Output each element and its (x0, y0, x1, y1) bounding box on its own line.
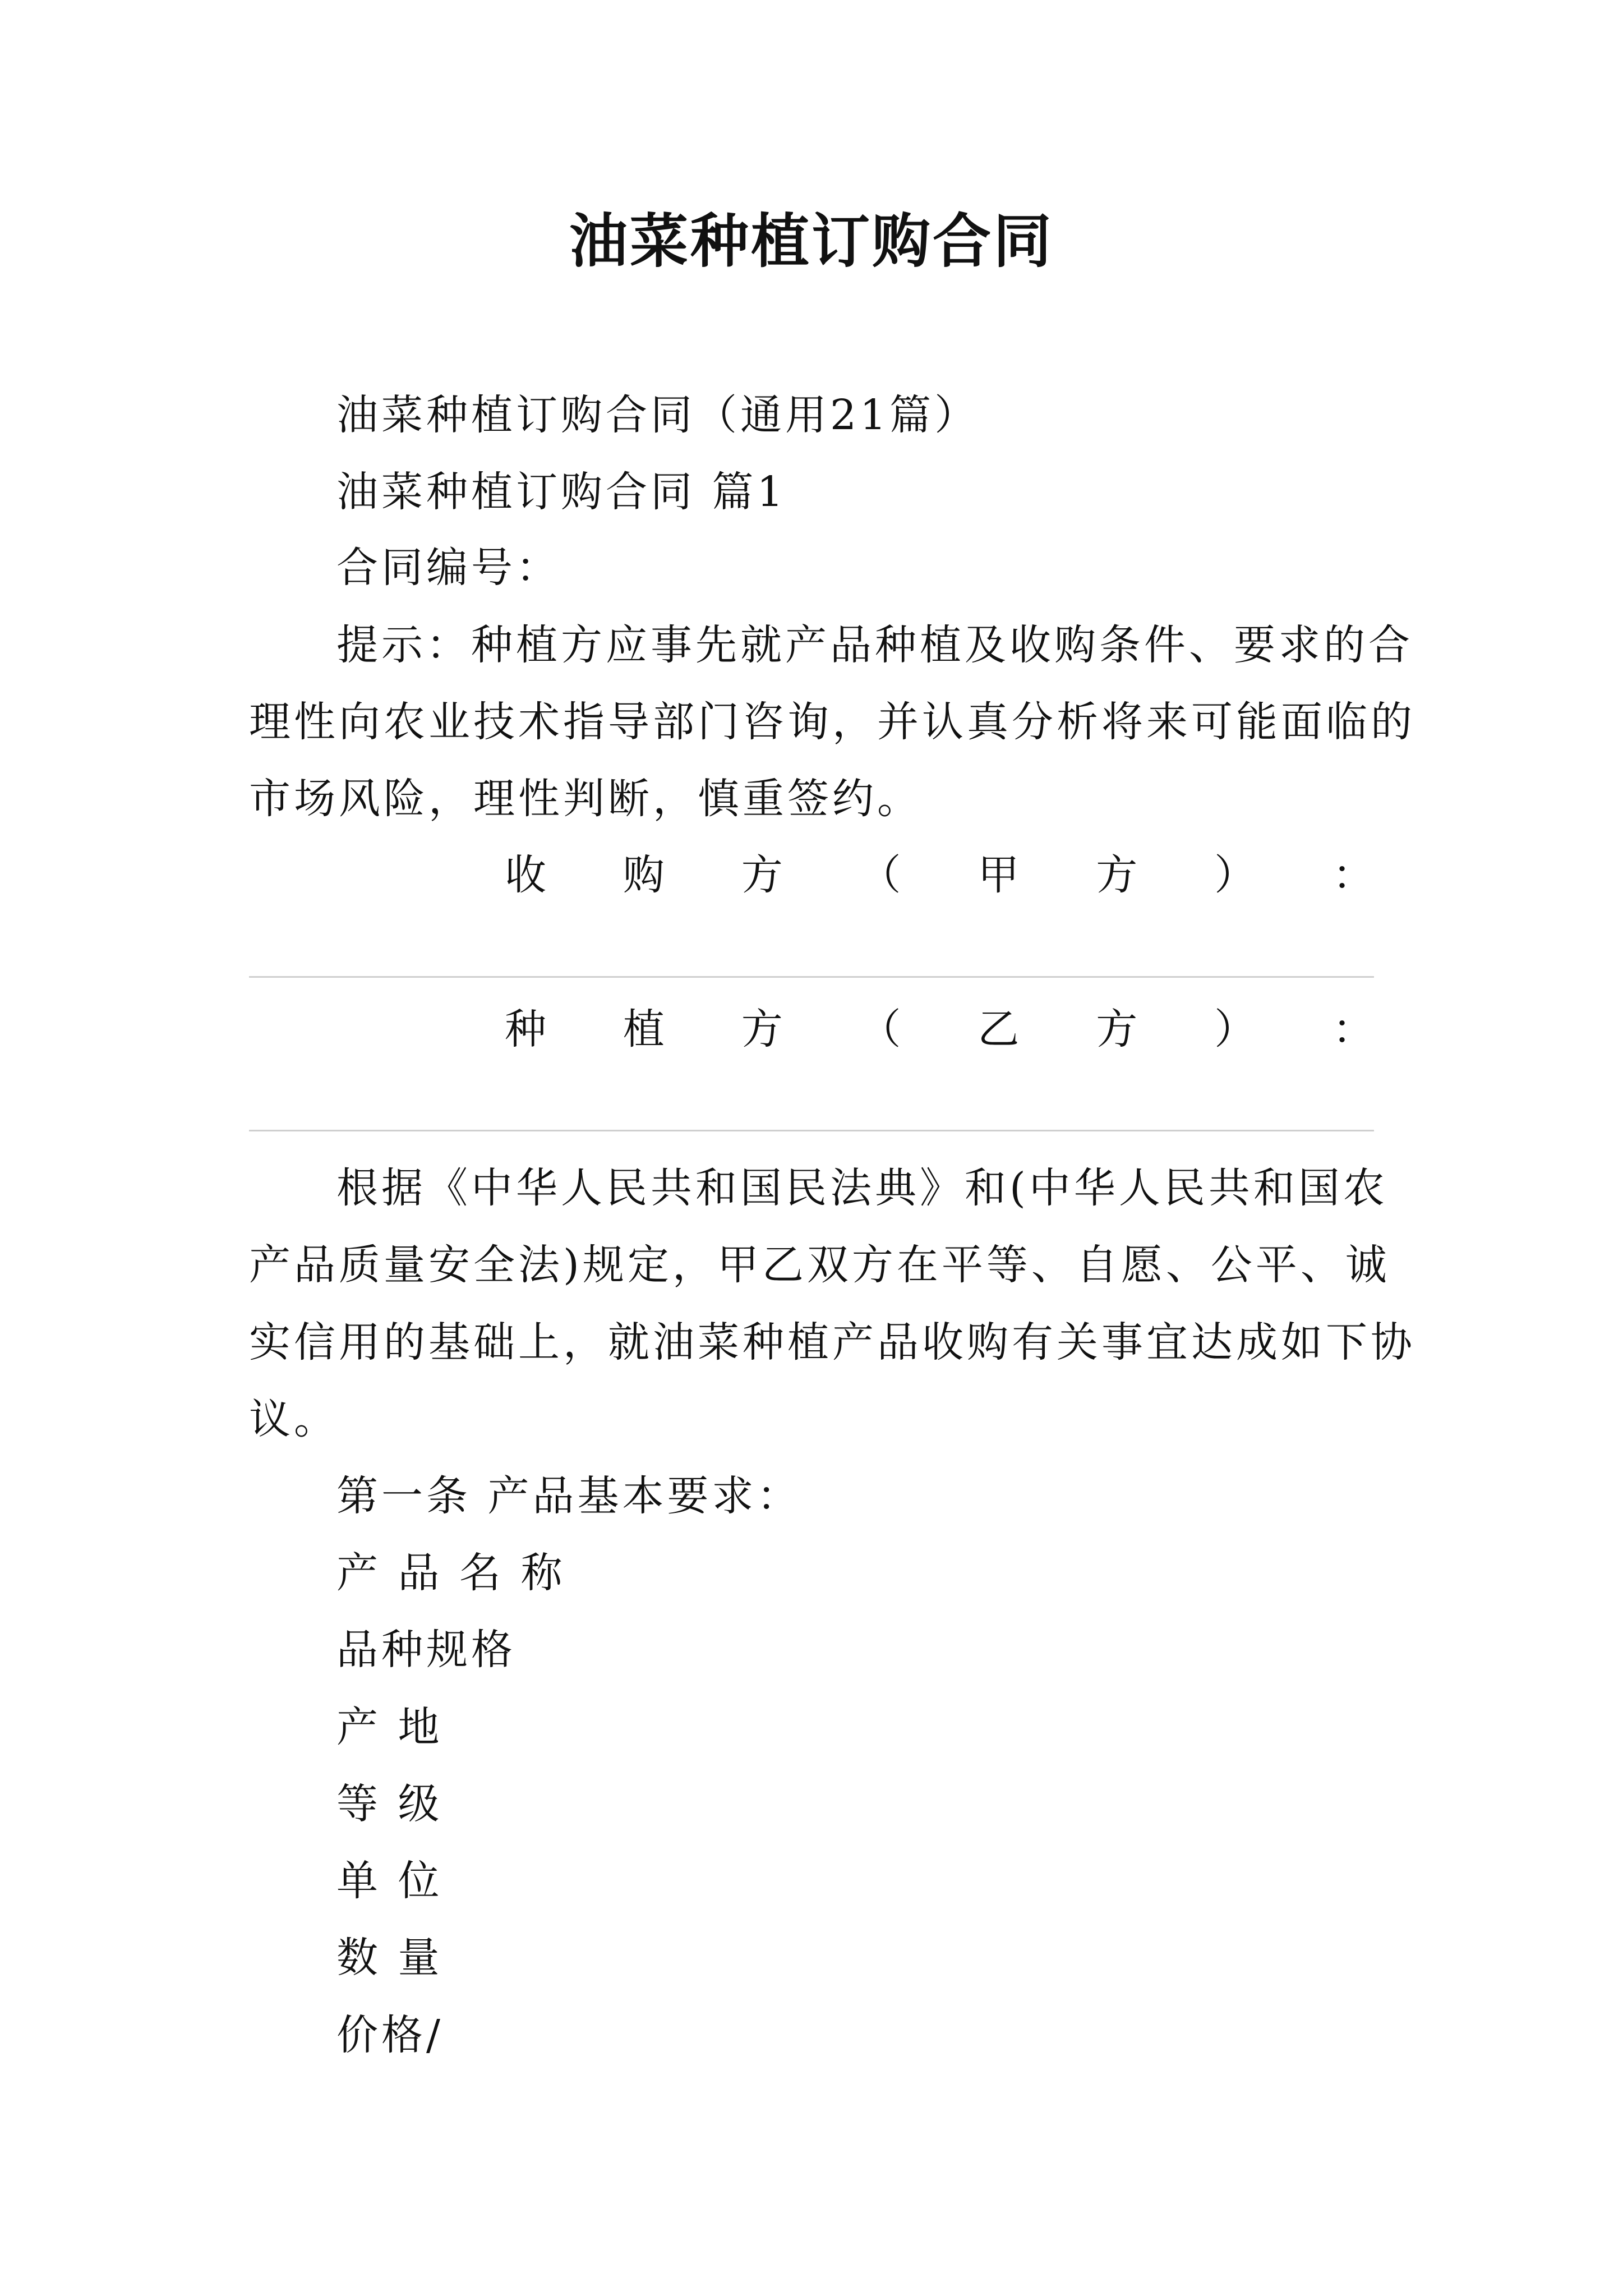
party-b-char: 乙 (978, 1005, 1020, 1053)
contract-number-label: 合同编号： (336, 544, 561, 592)
party-a-char: 购 (623, 851, 665, 899)
field-product-name: 产 品 名 称 (336, 1549, 566, 1597)
party-b-fill-line (249, 1130, 1374, 1131)
party-b-char: ） (1214, 1005, 1256, 1053)
notice-line-1: 提示：种植方应事先就产品种植及收购条件、要求的合 (336, 621, 1413, 669)
document-subtitle: 油菜种植订购合同（通用21篇） (336, 391, 980, 439)
party-b-char: 方 (1096, 1005, 1138, 1053)
article-1-heading: 第一条 产品基本要求： (336, 1472, 802, 1520)
party-a-char: （ (859, 851, 901, 899)
basis-line-3: 实信用的基础上，就油菜种植产品收购有关事宜达成如下协 (249, 1318, 1415, 1366)
field-quantity: 数 量 (336, 1934, 443, 1982)
document-title: 油菜种植订购合同 (569, 206, 1054, 275)
party-a-char: 方 (1096, 851, 1138, 899)
basis-line-4: 议。 (249, 1395, 339, 1443)
party-a-char: 收 (505, 851, 546, 899)
party-a-char: 甲 (978, 851, 1020, 899)
party-b-char: 种 (505, 1005, 546, 1053)
party-a-char: ） (1214, 851, 1256, 899)
field-unit: 单 位 (336, 1857, 443, 1905)
party-a-char: ： (1332, 851, 1374, 899)
field-price: 价格/ (336, 2011, 444, 2059)
party-b-char: ： (1332, 1005, 1374, 1053)
party-b-char: 植 (623, 1005, 665, 1053)
party-a-char: 方 (741, 851, 783, 899)
party-b-char: 方 (741, 1005, 783, 1053)
field-variety-spec: 品种规格 (336, 1626, 516, 1674)
party-a-label (505, 847, 1374, 903)
notice-line-2: 理性向农业技术指导部门咨询，并认真分析将来可能面临的 (249, 698, 1415, 746)
party-b-char: （ (859, 1005, 901, 1053)
basis-line-1: 根据《中华人民共和国民法典》和(中华人民共和国农 (336, 1164, 1388, 1212)
section-heading: 油菜种植订购合同 篇1 (336, 468, 787, 516)
basis-line-2: 产品质量安全法)规定，甲乙双方在平等、自愿、公平、诚 (249, 1241, 1390, 1289)
party-b-label (505, 1001, 1374, 1057)
notice-line-3: 市场风险，理性判断，慎重签约。 (249, 775, 922, 823)
party-a-fill-line (249, 976, 1374, 978)
field-grade: 等 级 (336, 1780, 443, 1828)
field-origin: 产 地 (336, 1703, 443, 1751)
